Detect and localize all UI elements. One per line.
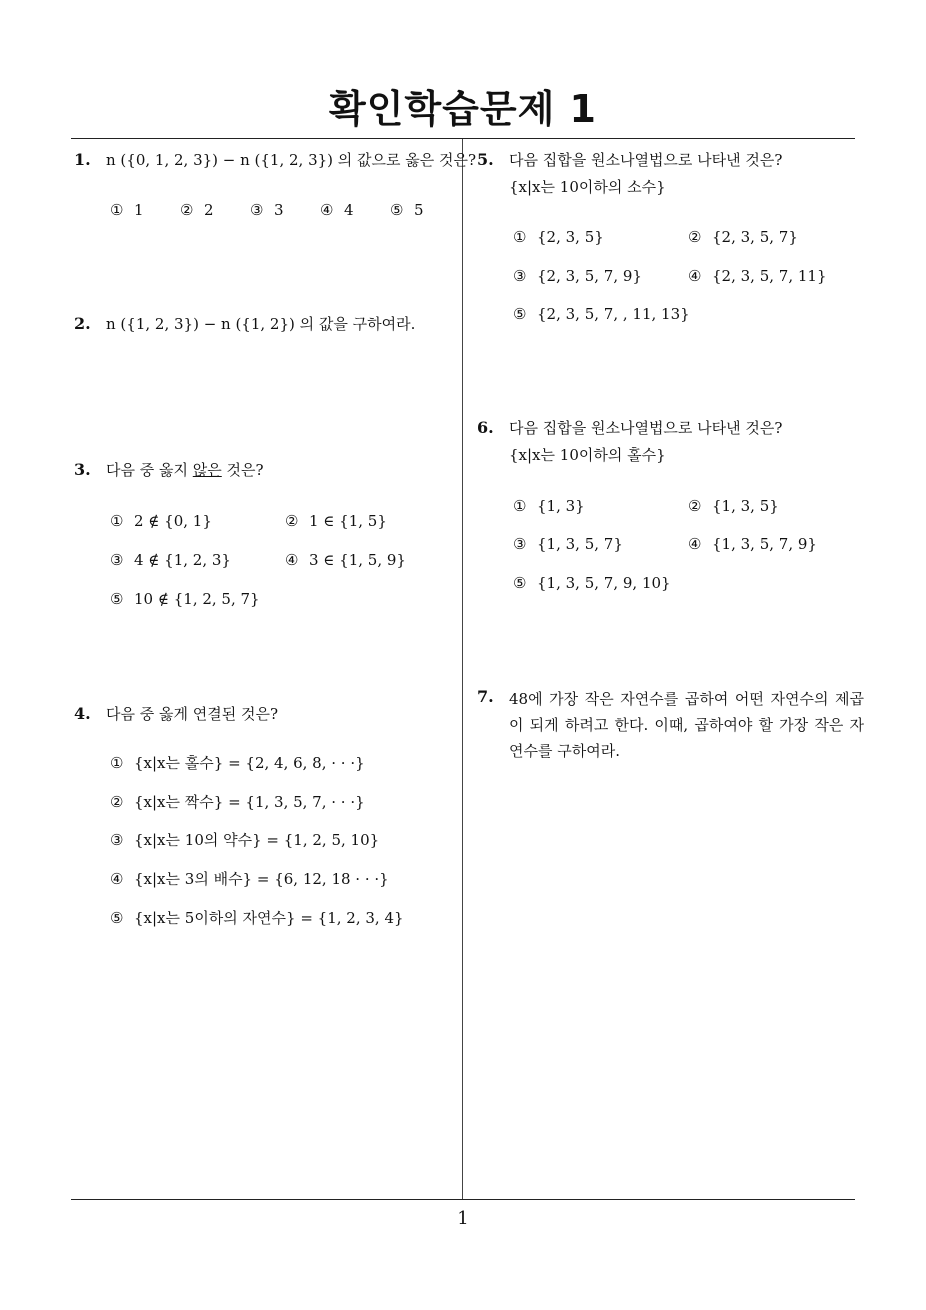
option-text: {1, 3, 5, 7} (537, 535, 623, 553)
q6-option-3[interactable] (513, 535, 623, 553)
option-number: ③ (513, 535, 527, 553)
q4-option-3[interactable] (110, 829, 379, 850)
question-text (106, 459, 264, 481)
option-text: 2 ∉ {0, 1} (134, 512, 212, 530)
question-text: 48에 가장 작은 자연수를 곱하여 어떤 자연수의 제곱이 되게 하려고 한다. 이때, 곱하여야 할 가장 작은 자연수를 구하여라. (509, 690, 864, 760)
option-number: ④ (320, 201, 334, 219)
option-number: ④ (285, 551, 299, 569)
option-text: 10 ∉ {1, 2, 5, 7} (134, 590, 260, 608)
option-number: ② (285, 512, 299, 530)
option-text: {2, 3, 5, 7} (712, 228, 798, 246)
q6-option-1[interactable] (513, 497, 585, 515)
option-number: ⑤ (110, 909, 124, 927)
option-number: ① (110, 754, 124, 772)
emphasis-underline: 않은 (192, 461, 222, 479)
option-text: {1, 3, 5, 7, 9, 10} (537, 574, 671, 592)
option-number: ② (688, 228, 702, 246)
q1-option-1[interactable] (110, 201, 144, 219)
question-number: 6. (477, 418, 494, 437)
q5-option-2[interactable] (688, 228, 798, 246)
q4-option-4[interactable] (110, 868, 389, 889)
question-number: 5. (477, 150, 494, 169)
option-text: 4 (344, 201, 354, 219)
option-text: {2, 3, 5, 7, 9} (537, 267, 642, 285)
q5-option-4[interactable] (688, 267, 827, 285)
q4-option-2[interactable] (110, 791, 365, 812)
set-expression: {x|x는 10이하의 홀수} (509, 446, 666, 464)
question-text: n ({1, 2, 3}) − n ({1, 2}) 의 값을 구하여라. (106, 315, 416, 333)
q5-option-5[interactable] (513, 305, 690, 323)
option-number: ③ (513, 267, 527, 285)
q6-option-5[interactable] (513, 574, 671, 592)
option-number: ④ (688, 267, 702, 285)
option-text: 5 (414, 201, 424, 219)
option-number: ⑤ (513, 574, 527, 592)
option-text: 1 (134, 201, 144, 219)
option-text: {x|x는 짝수} = {1, 3, 5, 7, · · ·} (134, 793, 365, 811)
page-title: 확인학습문제 1 (329, 87, 597, 131)
option-text: {1, 3, 5, 7, 9} (712, 535, 817, 553)
option-number: ② (180, 201, 194, 219)
q6-option-4[interactable] (688, 535, 817, 553)
question-number: 7. (477, 687, 494, 706)
option-number: ① (513, 228, 527, 246)
q3-option-1[interactable] (110, 512, 212, 530)
question-text-part: 것은? (221, 461, 264, 479)
option-text: 2 (204, 201, 214, 219)
q1-option-5[interactable] (390, 201, 424, 219)
q4-option-1[interactable] (110, 752, 365, 773)
option-text: {1, 3, 5} (712, 497, 779, 515)
option-text: 4 ∉ {1, 2, 3} (134, 551, 231, 569)
option-text: {2, 3, 5} (537, 228, 604, 246)
q3-option-5[interactable] (110, 590, 260, 608)
q3-option-4[interactable] (285, 551, 406, 569)
question-text: n ({0, 1, 2, 3}) − n ({1, 2, 3}) 의 값으로 옳은 것은? (106, 151, 477, 169)
question-text: 다음 중 옳게 연결된 것은? (106, 705, 279, 723)
option-text: {2, 3, 5, 7, 11} (712, 267, 827, 285)
option-number: ⑤ (513, 305, 527, 323)
option-number: ① (110, 201, 124, 219)
option-text: {x|x는 10의 약수} = {1, 2, 5, 10} (134, 831, 380, 849)
option-number: ⑤ (110, 590, 124, 608)
option-number: ② (688, 497, 702, 515)
question-text: 다음 집합을 원소나열법으로 나타낸 것은? (509, 419, 783, 437)
option-number: ⑤ (390, 201, 404, 219)
option-text: {1, 3} (537, 497, 585, 515)
question-text-part: 다음 중 옳지 (106, 461, 193, 479)
question-number: 2. (74, 314, 91, 333)
bottom-rule (71, 1199, 855, 1200)
q3-option-3[interactable] (110, 551, 231, 569)
question-text: 다음 집합을 원소나열법으로 나타낸 것은? (509, 151, 783, 169)
option-text: {2, 3, 5, 7, , 11, 13} (537, 305, 690, 323)
question-number: 1. (74, 150, 91, 169)
option-text: {x|x는 3의 배수} = {6, 12, 18 · · ·} (134, 870, 389, 888)
q3-option-2[interactable] (285, 512, 387, 530)
column-divider (462, 139, 463, 1199)
page-number: 1 (457, 1208, 469, 1229)
q6-option-2[interactable] (688, 497, 779, 515)
option-number: ② (110, 793, 124, 811)
question-number: 4. (74, 704, 91, 723)
q5-option-1[interactable] (513, 228, 604, 246)
set-expression: {x|x는 10이하의 소수} (509, 178, 666, 196)
q5-option-3[interactable] (513, 267, 642, 285)
option-text: 3 (274, 201, 284, 219)
q1-option-4[interactable] (320, 201, 354, 219)
top-rule (71, 138, 855, 139)
q1-option-2[interactable] (180, 201, 214, 219)
option-number: ① (110, 512, 124, 530)
q4-option-5[interactable] (110, 907, 404, 928)
option-number: ③ (110, 551, 124, 569)
option-number: ① (513, 497, 527, 515)
option-number: ④ (688, 535, 702, 553)
option-text: {x|x는 5이하의 자연수} = {1, 2, 3, 4} (134, 909, 404, 927)
question-number: 3. (74, 460, 91, 479)
option-number: ④ (110, 870, 124, 888)
option-text: {x|x는 홀수} = {2, 4, 6, 8, · · ·} (134, 754, 365, 772)
q1-option-3[interactable] (250, 201, 284, 219)
option-number: ③ (250, 201, 264, 219)
option-number: ③ (110, 831, 124, 849)
option-text: 3 ∈ {1, 5, 9} (309, 551, 406, 569)
option-text: 1 ∈ {1, 5} (309, 512, 387, 530)
